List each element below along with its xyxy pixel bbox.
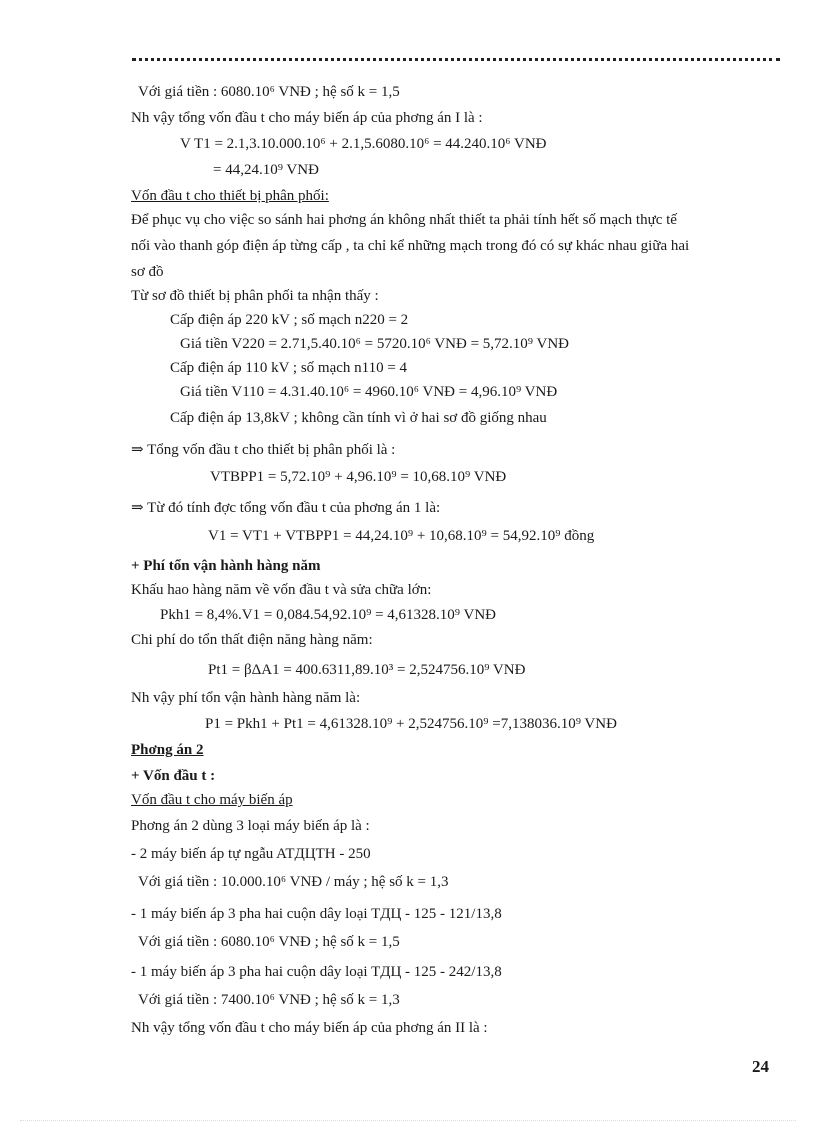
- text-line: sơ đồ: [131, 264, 164, 280]
- text-line: - 1 máy biến áp 3 pha hai cuộn dây loại TДЦ - 125 - 242/13,8: [131, 964, 502, 980]
- text-line: Khấu hao hàng năm về vốn đầu t và sửa chữa lớn:: [131, 582, 432, 598]
- text-line: Nh vậy tổng vốn đầu t cho máy biến áp của phơng án I là :: [131, 110, 483, 126]
- formula-line: V T1 = 2.1,3.10.000.10⁶ + 2.1,5.6080.10⁶ = 44.240.10⁶ VNĐ: [180, 136, 547, 152]
- text-line: - 2 máy biến áp tự ngẫu ATДЦTH - 250: [131, 846, 371, 862]
- formula-line: V1 = VT1 + VTBPP1 = 44,24.10⁹ + 10,68.10⁹ = 54,92.10⁹ đồng: [208, 528, 595, 544]
- formula-line: Giá tiền V220 = 2.71,5.40.10⁶ = 5720.10⁶ VNĐ = 5,72.10⁹ VNĐ: [180, 336, 569, 352]
- section-heading: Vốn đầu t cho máy biến áp: [131, 792, 293, 808]
- formula-line: VTBPP1 = 5,72.10⁹ + 4,96.10⁹ = 10,68.10⁹ VNĐ: [210, 469, 507, 485]
- text-line: Chi phí do tổn thất điện năng hàng năm:: [131, 632, 373, 648]
- formula-line: P1 = Pkh1 + Pt1 = 4,61328.10⁹ + 2,524756.10⁹ =7,138036.10⁹ VNĐ: [205, 716, 617, 732]
- text-line: Cấp điện áp 110 kV ; số mạch n110 = 4: [170, 360, 408, 376]
- dotted-header-rule: [132, 50, 780, 61]
- text-line: Phơng án 2 dùng 3 loại máy biến áp là :: [131, 818, 370, 834]
- subheading: + Phí tổn vận hành hàng năm: [131, 558, 321, 574]
- formula-line: Pt1 = βΔA1 = 400.6311,89.10³ = 2,524756.10⁹ VNĐ: [208, 662, 526, 678]
- text-line: ⇒ Từ đó tính đợc tổng vốn đầu t của phơng án 1 là:: [131, 500, 441, 516]
- implies-arrow-icon: ⇒: [131, 500, 144, 516]
- page-number: 24: [752, 1057, 769, 1076]
- text-line: Từ sơ đồ thiết bị phân phối ta nhận thấy :: [131, 288, 379, 304]
- text-line: Cấp điện áp 220 kV ; số mạch n220 = 2: [170, 312, 409, 328]
- text-line: nối vào thanh góp điện áp từng cấp , ta chỉ kể những mạch trong đó có sự khác nhau giữa hai: [131, 238, 690, 254]
- text-line: - 1 máy biến áp 3 pha hai cuộn dây loại TДЦ - 125 - 121/13,8: [131, 906, 502, 922]
- formula-line: = 44,24.10⁹ VNĐ: [213, 162, 319, 178]
- text-line: Để phục vụ cho việc so sánh hai phơng án không nhất thiết ta phải tính hết số mạch thực tế: [131, 212, 677, 228]
- section-heading: Vốn đầu t cho thiết bị phân phối:: [131, 188, 329, 204]
- text-line: Với giá tiền : 10.000.10⁶ VNĐ / máy ; hệ số k = 1,3: [138, 874, 449, 890]
- text-line: Cấp điện áp 13,8kV ; không cần tính vì ở hai sơ đồ giống nhau: [170, 410, 547, 426]
- formula-line: Giá tiền V110 = 4.31.40.10⁶ = 4960.10⁶ VNĐ = 4,96.10⁹ VNĐ: [180, 384, 558, 400]
- text-line: Với giá tiền : 6080.10⁶ VNĐ ; hệ số k = 1,5: [138, 84, 400, 100]
- formula-line: Pkh1 = 8,4%.V1 = 0,084.54,92.10⁹ = 4,61328.10⁹ VNĐ: [160, 607, 496, 623]
- subheading: + Vốn đầu t :: [131, 768, 216, 784]
- dotted-footer-rule: [20, 1120, 796, 1121]
- text-line: Với giá tiền : 7400.10⁶ VNĐ ; hệ số k = 1,3: [138, 992, 400, 1008]
- text-line: Nh vậy tổng vốn đầu t cho máy biến áp của phơng án II là :: [131, 1020, 488, 1036]
- text-line: ⇒ Tổng vốn đầu t cho thiết bị phân phối là :: [131, 442, 396, 458]
- section-heading: Phơng án 2: [131, 742, 204, 758]
- text-line: Với giá tiền : 6080.10⁶ VNĐ ; hệ số k = 1,5: [138, 934, 400, 950]
- implies-arrow-icon: ⇒: [131, 442, 144, 458]
- text-line: Nh vậy phí tổn vận hành hàng năm là:: [131, 690, 361, 706]
